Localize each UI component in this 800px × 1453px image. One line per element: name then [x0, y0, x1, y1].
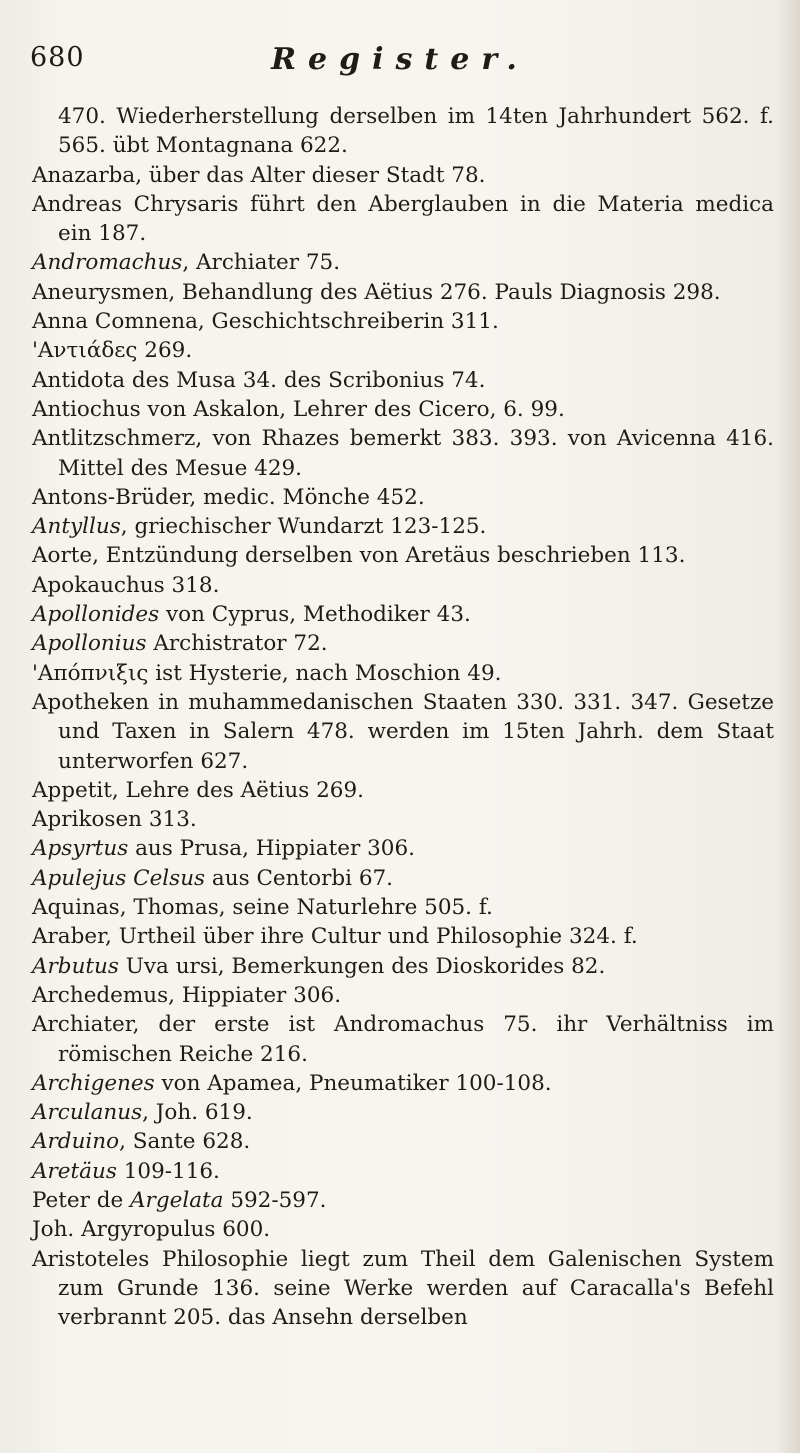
index-entry: [32, 1098, 774, 1127]
entry-text: Archiater, der erste ist Andromachus 75. ihr Verhältniss im römischen Reiche 216.: [32, 1012, 774, 1067]
entry-text: 'Απόπνιξις ist Hysterie, nach Moschion 49.: [32, 660, 502, 686]
index-entry: [32, 248, 774, 277]
entry-text: Archistrator 72.: [146, 631, 328, 657]
entry-text: Antidota des Musa 34. des Scribonius 74.: [32, 367, 486, 393]
entry-text: aus Centorbi 67.: [205, 865, 394, 891]
index-entry: [32, 893, 774, 922]
index-entry: [32, 161, 774, 190]
index-entry: [32, 190, 774, 249]
index-entry: [32, 688, 774, 776]
entry-name: Arculanus: [32, 1100, 143, 1126]
page-edge: [778, 0, 800, 1453]
entry-name: Aretäus: [32, 1158, 117, 1184]
entry-text: Andreas Chrysaris führt den Aberglauben in die Materia medica ein 187.: [32, 191, 774, 247]
index-entry: [32, 571, 774, 600]
index-entry: [32, 1127, 774, 1156]
entry-name: Arduino: [32, 1129, 120, 1155]
index-entry: [32, 805, 774, 834]
entry-text: , griechischer Wundarzt 123-125.: [120, 514, 487, 540]
index-entry: [32, 659, 774, 688]
entry-text: Anazarba, über das Alter dieser Stadt 78.: [32, 162, 486, 188]
entry-text: Aristoteles Philosophie liegt zum Theil dem Galenischen System zum Grunde 136. seine Werke werden auf Caracalla's Befehl verbrannt 205. das Ansehn derselben: [32, 1246, 774, 1331]
entry-text: Apotheken in muhammedanischen Staaten 330. 331. 347. Gesetze und Taxen in Salern 478. werden im 15ten Jahrh. dem Staat unterworfen 627.: [32, 689, 774, 774]
index-entry: [32, 395, 774, 424]
index-entry: [32, 981, 774, 1010]
entry-name: Antyllus: [32, 514, 121, 540]
index-entry: [32, 278, 774, 307]
entry-text: Antiochus von Askalon, Lehrer des Cicero, 6. 99.: [32, 396, 565, 422]
entry-text: Aprikosen 313.: [32, 807, 197, 833]
entry-text: 109-116.: [116, 1158, 220, 1184]
index-entry: [32, 834, 774, 863]
entry-text: Araber, Urtheil über ihre Cultur und Philosophie 324. f.: [32, 924, 638, 950]
entry-text: von Apamea, Pneumatiker 100-108.: [154, 1070, 552, 1096]
entry-name: Apollonides: [32, 602, 160, 628]
entry-text: , Sante 628.: [119, 1129, 251, 1155]
index-entry: [32, 1186, 774, 1215]
entry-text: 'Αντιάδες 269.: [32, 338, 193, 364]
entry-name: Arbutus: [32, 953, 119, 979]
index-entry: [32, 1157, 774, 1186]
entry-text: Antons-Brüder, medic. Mönche 452.: [32, 484, 425, 510]
entry-text: Joh. Argyropulus 600.: [32, 1217, 271, 1243]
entry-text: 592-597.: [223, 1187, 327, 1213]
index-entry: [32, 1069, 774, 1098]
index-entry: [32, 102, 774, 161]
index-entry: [32, 1010, 774, 1069]
entry-text: aus Prusa, Hippiater 306.: [128, 836, 415, 862]
entry-text: , Archiater 75.: [182, 250, 341, 276]
entry-text: Aorte, Entzündung derselben von Aretäus beschrieben 113.: [32, 543, 686, 569]
index-entry: [32, 366, 774, 395]
index-entry: [32, 864, 774, 893]
entry-name: Apollonius: [32, 631, 147, 657]
index-entry: [32, 1245, 774, 1333]
entry-name: Argelata: [130, 1187, 224, 1213]
index-entry: [32, 1215, 774, 1244]
entry-prefix: Peter de: [32, 1187, 131, 1213]
entry-text: 470. Wiederherstellung derselben im 14ten Jahrhundert 562. f. 565. übt Montagnana 622.: [58, 104, 774, 159]
entry-text: von Cyprus, Methodiker 43.: [159, 602, 471, 628]
entry-text: , Joh. 619.: [142, 1100, 253, 1126]
entry-text: Apokauchus 318.: [32, 572, 220, 598]
page-header: [30, 42, 770, 90]
entry-name: Andromachus: [32, 250, 183, 276]
running-title: Register.: [271, 42, 529, 77]
index-entry: [32, 600, 774, 629]
index-entry: [32, 336, 774, 365]
index-entry: [32, 776, 774, 805]
entry-text: Appetit, Lehre des Aëtius 269.: [32, 777, 364, 803]
index-entry: [32, 424, 774, 483]
page-number: 680: [30, 42, 85, 73]
index-entry: [32, 922, 774, 951]
entry-name: Apulejus Celsus: [32, 865, 206, 891]
entry-name: Apsyrtus: [32, 836, 129, 862]
entry-text: Aneurysmen, Behandlung des Aëtius 276. Pauls Diagnosis 298.: [32, 279, 721, 305]
entry-text: Aquinas, Thomas, seine Naturlehre 505. f.: [32, 895, 493, 921]
entry-name: Archigenes: [32, 1070, 155, 1096]
index-entry: [32, 629, 774, 658]
index-entry: [32, 512, 774, 541]
index-entry: [32, 483, 774, 512]
register-entries: [32, 102, 774, 1332]
index-entry: [32, 307, 774, 336]
entry-text: Archedemus, Hippiater 306.: [32, 982, 342, 1008]
index-entry: [32, 952, 774, 981]
entry-text: Antlitzschmerz, von Rhazes bemerkt 383. 393. von Avicenna 416. Mittel des Mesue 429.: [32, 426, 774, 481]
entry-text: Uva ursi, Bemerkungen des Dioskorides 82.: [118, 953, 606, 979]
entry-text: Anna Comnena, Geschichtschreiberin 311.: [32, 309, 499, 335]
index-entry: [32, 541, 774, 570]
